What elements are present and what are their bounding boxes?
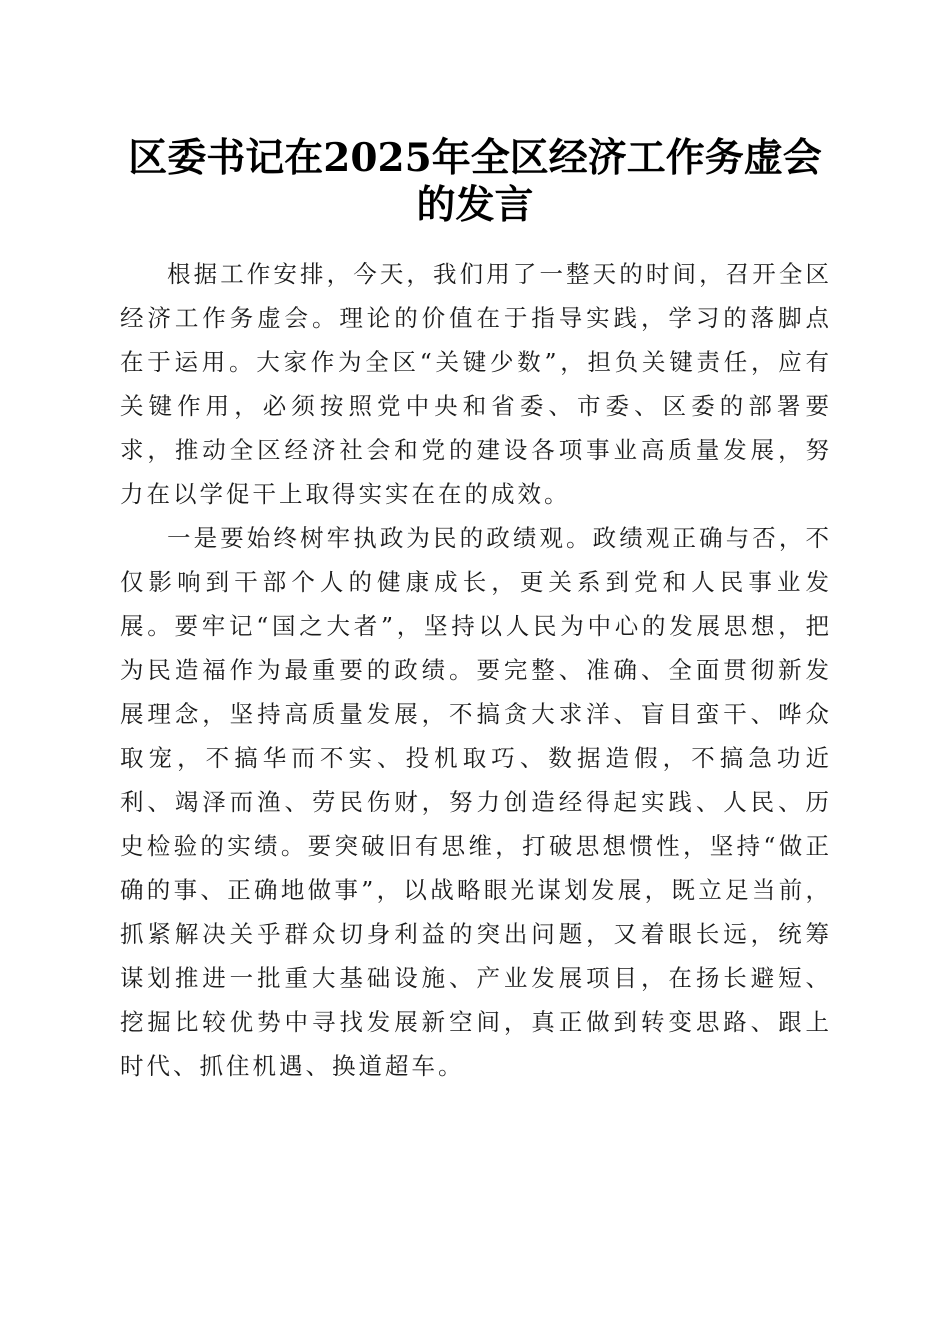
paragraph-text: 政绩观正确与否，不仅影响到干部个人的健康成长，更关系到党和人民事业发展。要牢记“国之大者”，坚持以人民为中心的发展思想，把为民造福作为最重要的政绩。要完整、准确、全面贯彻新发展理念，坚持高质量发展，不搞贪大求洋、盲目蛮干、哗众取宠，不搞华而不实、投机取巧、数据造假，不搞急功近利、竭泽而渔、劳民伤财，努力创造经得起实践、人民、历史检验的实绩。要突破旧有思维，打破思想惯性，坚持“做正确的事、正确地做事”，以战略眼光谋划发展，既立足当前，抓紧解决关乎群众切身利益的突出问题，又着眼长远，统筹谋划推进一批重大基础设施、产业发展项目，在扬长避短、挖掘比较优势中寻找发展新空间，真正做到转变思路、跟上时代、抓住机遇、换道超车。 [120,524,833,1080]
paragraph-intro [120,252,832,516]
paragraph-text: 根据工作安排，今天，我们用了一整天的时间，召开全区经济工作务虚会。理论的价值在于指导实践，学习的落脚点在于运用。大家作为全区“关键少数”，担负关键责任，应有关键作用，必须按照党中央和省委、市委、区委的部署要求，推动全区经济社会和党的建设各项事业高质量发展，努力在以学促干上取得实实在在的成效。 [120,260,832,508]
paragraph-point-one [120,516,832,1088]
document-body [120,252,832,1088]
paragraph-lead: 一是要始终树牢执政为民的政绩观。 [167,524,593,552]
document-title: 区委书记在2025年全区经济工作务虚会的发言 [128,135,822,228]
